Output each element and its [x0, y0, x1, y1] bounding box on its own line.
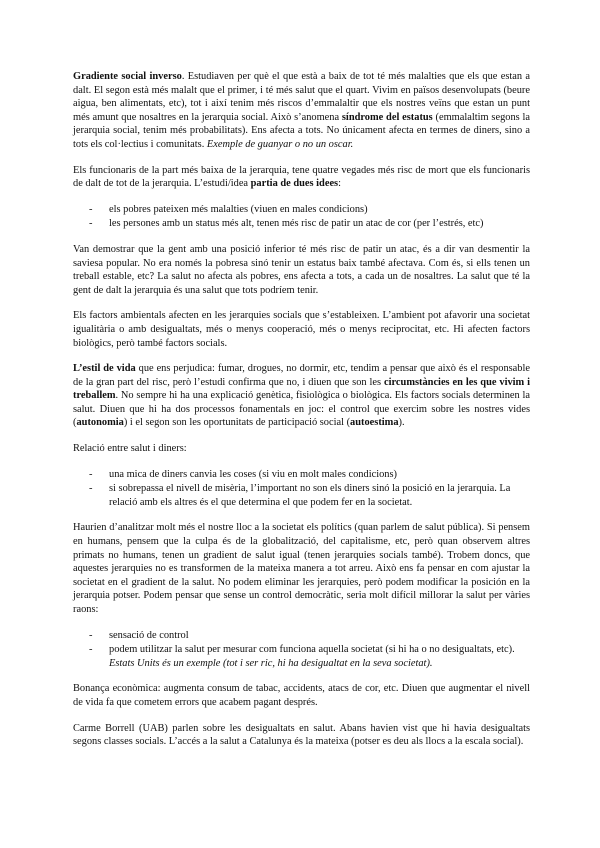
- example-note: Exemple de guanyar o no un oscar.: [206, 138, 354, 150]
- text: (emmalaltim segons la jerarquia social, tenim més probabilitats). Ens afecta a tots. No únicament afecta en termes de diners, sino a tots els col·lectius i comunitats.: [73, 111, 530, 150]
- list-item: [73, 643, 530, 670]
- text: que ens perjudica: fumar, drogues, no dormir, etc, tendim a pensar que això és el responsable de la gran part del risc, però l’estudi confirma que no, i diuen que son les: [73, 363, 530, 388]
- paragraph-estil-de-vida: [73, 362, 530, 430]
- paragraph-salut-diners: Relació entre salut i diners:: [73, 443, 187, 455]
- text: ).: [398, 417, 405, 429]
- term-autoestima: autoestima: [350, 417, 399, 429]
- paragraph-bonanca: Bonança econòmica: augmenta consum de tabac, accidents, atacs de cor, etc. Diuen que augmentar el nivell de vida fa que cometem errors que acabem pagant després.: [73, 683, 530, 708]
- paragraph-posicio-inferior: Van demostrar que la gent amb una posició inferior té més risc de patir un atac, és a dir van desmentir la saviesa popular. No era només la pobresa sinó tenir un estatus baix també afectava. Com és, si ells tenen un treball estable, etc? La salut no afecta als pobres, ens afecta a tots, a cada un de nosaltres. La salut que té la gent de dalt la jerarquia és una salut que tots podríem tenir.: [73, 243, 530, 296]
- text: . Estudiaven per què el que està a baix de tot té més malalties que els que estan a dalt. El segon està més malalt que el primer, i té més salut que el quart. Vivim en països desenvolupats (beure aigua, ben alimentats, etc), tot i així tenim més riscos d’emmalaltir que els nostres veïns que estan un punt més amunt que nosaltres en la jerarquia social. Això s’anomena: [73, 71, 531, 123]
- term-gradiente-social-inverso: Gradiente social inverso: [73, 71, 182, 82]
- paragraph-funcionaris: [73, 164, 530, 191]
- list-item: - sensació de control: [73, 629, 530, 643]
- term-estil-de-vida: L’estil de vida: [73, 363, 136, 375]
- list-item: - si sobrepassa el nivell de misèria, l’important no son els diners sinó la posició en la jerarquia. La relació amb els altres és el que determina el que podem fer en la societat.: [73, 482, 530, 509]
- text: podem utilitzar la salut per mesurar com funciona aquella societat (si hi ha o no desigualtats, etc).: [109, 644, 515, 656]
- term-sindrome-estatus: síndrome del estatus: [341, 111, 433, 123]
- list-dues-idees: [73, 203, 530, 231]
- list-salut-diners: [73, 468, 530, 510]
- text: :: [338, 178, 341, 190]
- text: ) i el segon son les oportunitats de participació social (: [123, 417, 351, 429]
- text: . No sempre hi ha una explicació genètica, fisiològica o biològica. Els factors socials determinen la salut. Diuen que hi ha dos processos fonamentals en joc: el control que exercim sobre les nostres vides (: [73, 390, 530, 429]
- list-item: - una mica de diners canvia les coses (si viu en molt males condicions): [73, 468, 530, 482]
- text: Els funcionaris de la part més baixa de la jerarquia, tene quatre vegades més risc de mort que els funcionaris de dalt de tot de la jerarquia. L’estudi/idea: [73, 164, 530, 190]
- list-item: - les persones amb un status més alt, tenen més risc de patir un atac de cor (per l’estrés, etc): [73, 217, 530, 231]
- paragraph-carme-borrell: Carme Borrell (UAB) parlen sobre les desigualtats en salut. Abans havien vist que hi havia desigualtats segons classes socials. L’accés a la salut a Catalunya és la mateixa (potser es deu als llocs a la escala social).: [73, 722, 530, 748]
- paragraph-politics: Haurien d’analitzar molt més el nostre lloc a la societat els polítics (quan parlem de salut pública). Si pensem en humans, pensem que la culpa és de la globalització, del capitalisme, etc, però quan observem altres primats no humans, tenen un gradient de salut igual (tenen jerarquies socials també). Trobem doncs, que aquestes jerarquies no es transformen de la mateixa manera a tot arreu. Això ens fa pensar en com ajustar la societat en el gradient de la salut. No podem eliminar les jerarquies, però podem modificar la posición en la jerarquia potser. Podem pensar que sense un control democràtic, seria molt difícil millorar la salut per vàries raons:: [73, 522, 530, 615]
- term-autonomia: autonomia: [76, 417, 124, 429]
- paragraph-factors-ambientals: Els factors ambientals afecten en les jerarquies socials que s’estableixen. L’ambient pot afavorir una societat igualitària o amb desigualtats, més o menys cooperació, més o menys reciprocitat, etc. Hi afecten factors biològics, però també factors socials.: [73, 310, 530, 349]
- term-dues-idees: partia de dues idees: [250, 178, 339, 190]
- term-circumstancies: circumstàncies en les que vivim i treballem: [73, 376, 531, 402]
- paragraph-gradiente-social: [73, 70, 530, 152]
- list-raons: [73, 629, 530, 671]
- example-note: Estats Units és un exemple (tot i ser ric, hi ha desigualtat en la seva societat).: [109, 657, 433, 669]
- list-item: - els pobres pateixen més malalties (viuen en males condicions): [73, 203, 530, 217]
